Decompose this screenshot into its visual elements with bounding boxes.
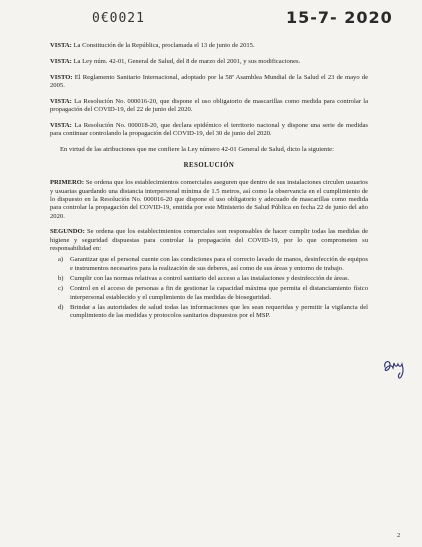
- segundo-text: Se ordena que los establecimientos comerciales son responsables de hacer cumplir todas las medidas de higiene y seguridad dispuestas para controlar la propagación del COVID-19, por lo que comprometen su responsabilidad en:: [50, 228, 368, 253]
- page-number: 2: [397, 532, 401, 539]
- primero-paragraph: [50, 179, 368, 220]
- document-body: [50, 42, 368, 322]
- vista-label: VISTA:: [50, 121, 72, 129]
- segundo-label: SEGUNDO:: [50, 228, 85, 236]
- primero-label: PRIMERO:: [50, 179, 85, 187]
- vista-paragraph: [50, 74, 368, 91]
- vista-label: VISTA:: [50, 42, 72, 49]
- segundo-paragraph: [50, 228, 368, 253]
- list-marker: a): [58, 256, 64, 264]
- resolution-heading: RESOLUCIÓN: [183, 162, 235, 170]
- segundo-list: [58, 256, 368, 320]
- vista-text: El Reglamento Sanitario Internacional, adoptado por la 58ª Asamblea Mundial de la Salud el 23 de mayo de 2005.: [50, 73, 368, 89]
- list-item: [58, 285, 368, 302]
- stamp-number: 0€0021: [92, 11, 145, 26]
- list-item-text: Garantizar que el personal cuente con las condiciones para el correcto lavado de manos, desinfección de equipos e instrumentos necesarios para la realización de sus deberes, así como de sus áreas y entorno de trabajo.: [70, 256, 368, 272]
- primero-text: Se ordena que los establecimientos comerciales aseguren que dentro de sus instalaciones circulen usuarios y usuarias guardando una distancia interpersonal mínima de 1.5 metros, así como la observancia en el cumplimiento de lo dispuesto en la Resolución No. 000016-20 que dispone el uso obligatorio y adecuado de mascarillas como medida para controlar la propagación del COVID-19, emitida por este Ministerio de Salud Pública en fecha 22 de junio del año 2020.: [50, 179, 368, 220]
- list-item-text: Control en el acceso de personas a fin de gestionar la capacidad máxima que permita el distanciamiento físico interpersonal establecido y el cumplimiento de las medidas de bioseguridad.: [70, 285, 368, 301]
- list-item: [58, 275, 368, 283]
- vista-label: VISTA:: [50, 57, 72, 65]
- vista-paragraph: [50, 42, 368, 50]
- vista-paragraph: [50, 58, 368, 66]
- vista-text: La Ley núm. 42-01, General de Salud, del 8 de marzo del 2001, y sus modificaciones.: [71, 57, 301, 65]
- vista-text: La Resolución No. 000016-20, que dispone el uso obligatorio de mascarillas como medida para controlar la propagación del COVID-19, del 22 de junio del 2020.: [50, 97, 368, 113]
- list-item-text: Cumplir con las normas relativas a control sanitario del acceso a las instalaciones y desinfección de áreas.: [70, 274, 350, 282]
- vista-paragraph: [50, 122, 368, 139]
- list-marker: b): [58, 274, 64, 282]
- vista-text: La Constitución de la República, proclamada el 13 de junio de 2015.: [71, 42, 255, 49]
- vista-paragraph: [50, 98, 368, 115]
- list-marker: c): [58, 285, 64, 293]
- list-marker: d): [58, 303, 64, 311]
- vista-label: VISTO:: [50, 73, 73, 81]
- intro-paragraph: En virtud de las atribuciones que me confiere la Ley número 42-01 General de Salud, dicto la siguiente:: [60, 145, 334, 153]
- list-item: [58, 256, 368, 273]
- stamp-date: 15-7- 2020: [286, 8, 393, 27]
- vista-label: VISTA:: [50, 97, 72, 105]
- list-item-text: Brindar a las autoridades de salud todas las informaciones que les sean requeridas y permitir la vigilancia del cumplimiento de las medidas y protocolos sanitarios dispuestos por el MSP.: [70, 303, 368, 320]
- handwritten-initials: [381, 355, 409, 381]
- list-item: [58, 304, 368, 321]
- vista-text: La Resolución No. 000018-20, que declara epidémico el territorio nacional y dispone una serie de medidas para continuar controlando la propagación del COVID-19, del 30 de junio del 2020.: [50, 121, 368, 138]
